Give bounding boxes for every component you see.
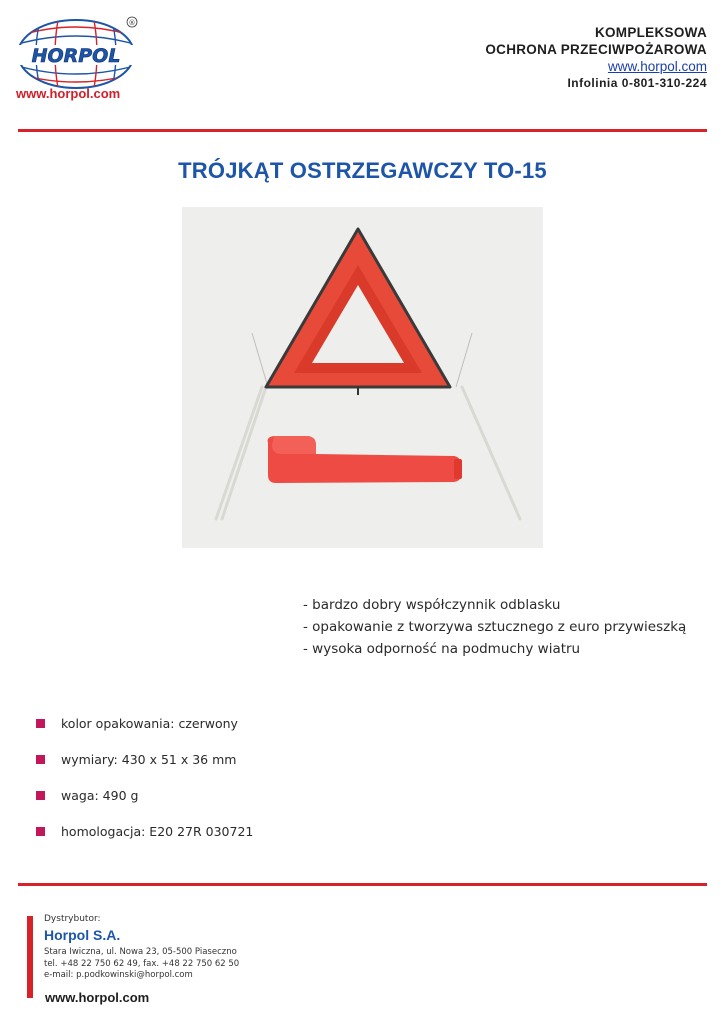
square-bullet-icon [36,755,45,764]
feature-item: - wysoka odporność na podmuchy wiatru [303,641,581,657]
company-address: Stara Iwiczna, ul. Nowa 23, 05-500 Piaseczno [44,947,237,957]
company-phone: tel. +48 22 750 62 49, fax. +48 22 750 62 50 [44,958,240,969]
tagline-line2: OCHRONA PRZECIWPOŻAROWA [485,42,707,57]
product-image [182,207,543,548]
product-title: TRÓJKĄT OSTRZEGAWCZY TO-15 [178,158,547,183]
square-bullet-icon [36,719,45,728]
spec-item: wymiary: 430 x 51 x 36 mm [36,741,253,777]
spec-item: homologacja: E20 27R 030721 [36,813,253,849]
footer-website-link[interactable]: www.horpol.com [45,990,150,1005]
header-website-link[interactable]: www.horpol.com [607,59,707,74]
footer-accent-bar [27,916,33,998]
infolinia: Infolinia 0-801-310-224 [567,76,707,90]
header-contact [485,24,707,91]
logo-wordmark: HORPOL [31,45,121,67]
company-name: Horpol S.A. [44,927,121,943]
svg-text:®: ® [128,19,136,27]
tagline-line1: KOMPLEKSOWA [594,25,707,40]
feature-list [303,594,686,660]
bottom-divider [18,883,707,886]
spec-item: waga: 490 g [36,777,253,813]
logo-url[interactable]: www.horpol.com [16,86,121,101]
company-email[interactable]: e-mail: p.podkowinski@horpol.com [44,970,193,980]
spec-list [36,705,253,849]
square-bullet-icon [36,827,45,836]
square-bullet-icon [36,791,45,800]
feature-item: - opakowanie z tworzywa sztucznego z euro przywieszką [303,619,687,635]
top-divider [18,129,707,132]
feature-item: - bardzo dobry współczynnik odblasku [303,597,561,613]
spec-item: kolor opakowania: czerwony [36,705,253,741]
distributor-label: Dystrybutor: [44,914,101,924]
